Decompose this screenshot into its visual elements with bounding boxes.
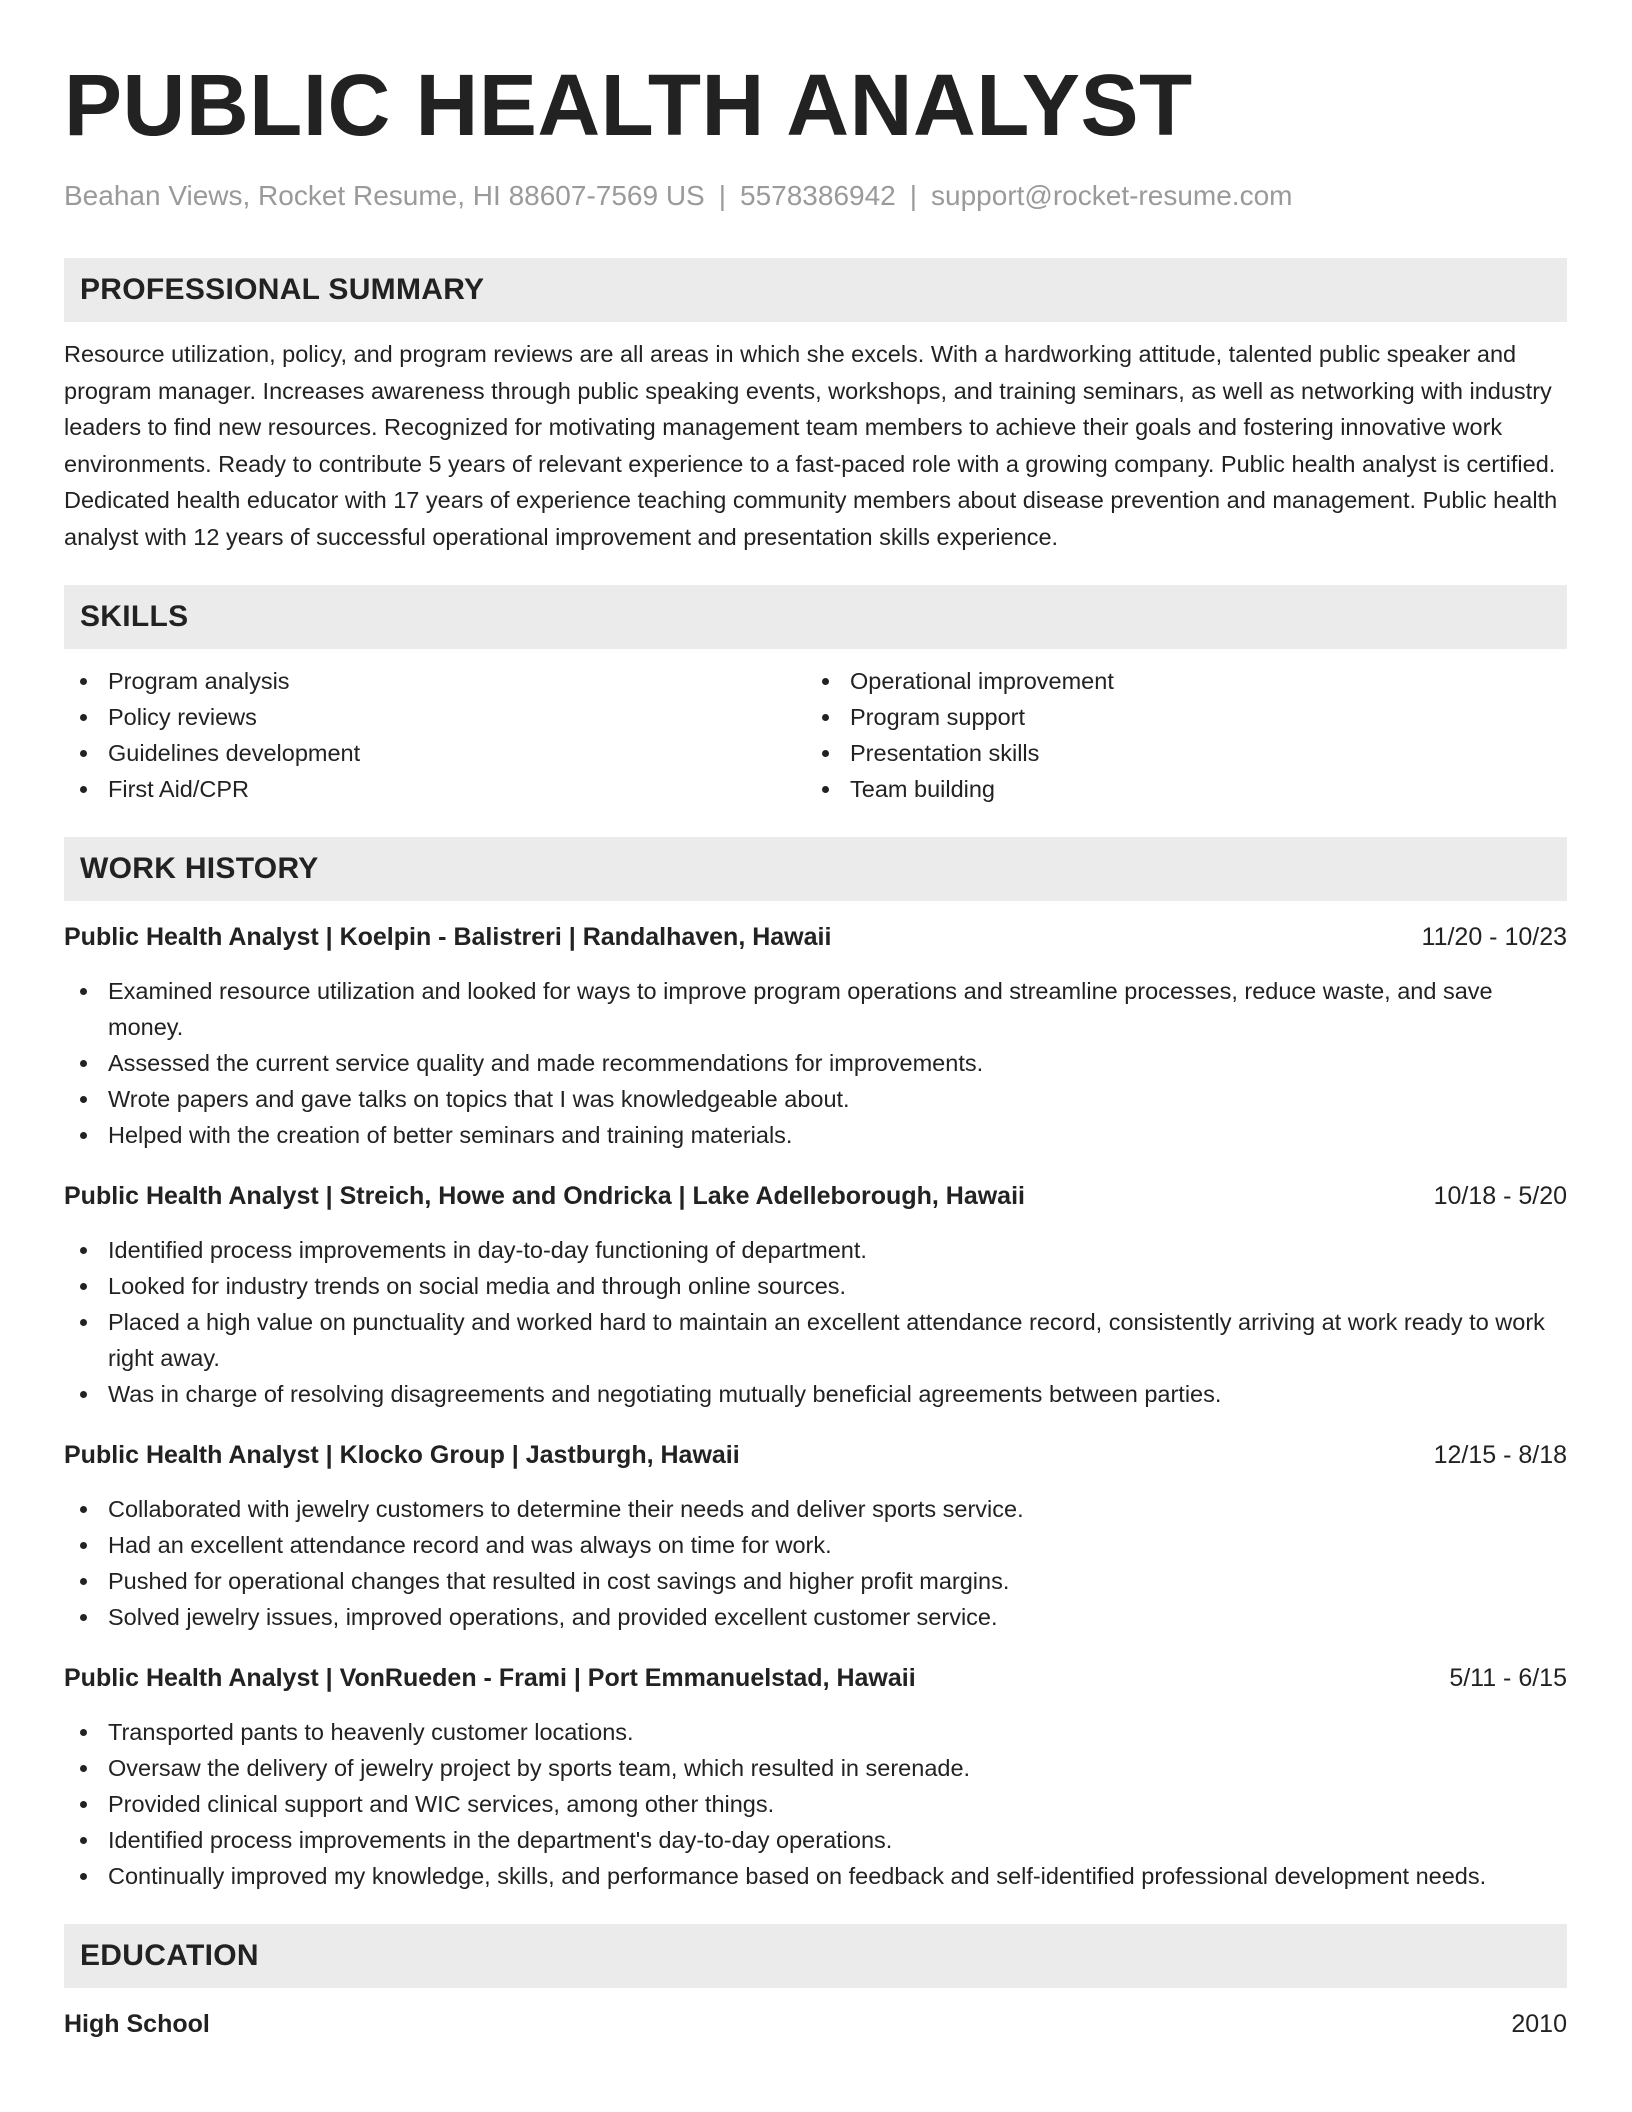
job-entry <box>64 919 1567 1153</box>
contact-separator: | <box>909 180 918 211</box>
page-title: PUBLIC HEALTH ANALYST <box>64 57 1193 154</box>
summary-paragraph: Resource utilization, policy, and program reviews are all areas in which she excels. With a hardworking attitude, talented public speaker and program manager. Increases awareness through public speaking events, workshops, and training seminars, as well as networking with industry leaders to find new resources. Recognized for motivating management team members to achieve their goals and fostering innovative work environments. Ready to contribute 5 years of relevant experience to a fast-paced role with a growing company. Public health analyst is certified. Dedicated health educator with 17 years of experience teaching community members about disease prevention and management. Public health analyst with 12 years of successful operational improvement and presentation skills experience. <box>64 341 1558 550</box>
section-heading-skills: SKILLS <box>64 585 1567 649</box>
skill-item: Presentation skills <box>806 735 1548 771</box>
skill-item: Program analysis <box>64 663 806 699</box>
job-bullet: Looked for industry trends on social media and through online sources. <box>64 1268 1567 1304</box>
resume-page <box>64 56 1567 2042</box>
job-header <box>64 1660 1567 1696</box>
contact-email: support@rocket-resume.com <box>931 180 1293 211</box>
job-bullet: Placed a high value on punctuality and worked hard to maintain an excellent attendance record, consistently arriving at work ready to work right away. <box>64 1304 1567 1376</box>
skills-column-right <box>806 663 1548 807</box>
job-header <box>64 1437 1567 1473</box>
skills-grid <box>64 663 1567 807</box>
job-header <box>64 1178 1567 1214</box>
job-bullets <box>64 973 1567 1153</box>
skill-item: First Aid/CPR <box>64 771 806 807</box>
skill-item: Guidelines development <box>64 735 806 771</box>
section-heading-education: EDUCATION <box>64 1924 1567 1988</box>
job-entry <box>64 1660 1567 1894</box>
job-dates: 5/11 - 6/15 <box>1449 1664 1567 1692</box>
job-bullet: Solved jewelry issues, improved operations, and provided excellent customer service. <box>64 1599 1567 1635</box>
skills-column-left <box>64 663 806 807</box>
job-title: Public Health Analyst | Streich, Howe and Ondricka | Lake Adelleborough, Hawaii <box>64 1182 1025 1210</box>
job-header <box>64 919 1567 955</box>
job-bullet: Was in charge of resolving disagreements and negotiating mutually beneficial agreements between parties. <box>64 1376 1567 1412</box>
skill-item: Policy reviews <box>64 699 806 735</box>
job-bullet: Identified process improvements in the department's day-to-day operations. <box>64 1822 1567 1858</box>
section-heading-summary: PROFESSIONAL SUMMARY <box>64 258 1567 322</box>
job-bullet: Oversaw the delivery of jewelry project by sports team, which resulted in serenade. <box>64 1750 1567 1786</box>
skill-item: Operational improvement <box>806 663 1548 699</box>
job-bullet: Provided clinical support and WIC services, among other things. <box>64 1786 1567 1822</box>
education-year: 2010 <box>1511 2010 1567 2038</box>
contact-address: Beahan Views, Rocket Resume, HI 88607-7569 US <box>64 180 705 211</box>
job-title: Public Health Analyst | Koelpin - Balistreri | Randalhaven, Hawaii <box>64 923 832 951</box>
contact-line <box>64 178 1567 214</box>
job-bullet: Collaborated with jewelry customers to determine their needs and deliver sports service. <box>64 1491 1567 1527</box>
job-bullets <box>64 1714 1567 1894</box>
skill-item: Program support <box>806 699 1548 735</box>
job-entry <box>64 1437 1567 1635</box>
contact-separator: | <box>718 180 727 211</box>
job-dates: 11/20 - 10/23 <box>1421 923 1567 951</box>
job-bullet: Assessed the current service quality and made recommendations for improvements. <box>64 1045 1567 1081</box>
job-title: Public Health Analyst | VonRueden - Frami | Port Emmanuelstad, Hawaii <box>64 1664 916 1692</box>
job-bullet: Wrote papers and gave talks on topics that I was knowledgeable about. <box>64 1081 1567 1117</box>
job-bullets <box>64 1232 1567 1412</box>
skill-item: Team building <box>806 771 1548 807</box>
job-bullet: Helped with the creation of better seminars and training materials. <box>64 1117 1567 1153</box>
job-bullet: Pushed for operational changes that resulted in cost savings and higher profit margins. <box>64 1563 1567 1599</box>
job-bullet: Transported pants to heavenly customer locations. <box>64 1714 1567 1750</box>
job-bullets <box>64 1491 1567 1635</box>
job-title: Public Health Analyst | Klocko Group | Jastburgh, Hawaii <box>64 1441 740 1469</box>
section-heading-work-history: WORK HISTORY <box>64 837 1567 901</box>
job-entry <box>64 1178 1567 1412</box>
job-dates: 12/15 - 8/18 <box>1433 1441 1567 1469</box>
job-bullet: Identified process improvements in day-to-day functioning of department. <box>64 1232 1567 1268</box>
education-title: High School <box>64 2010 210 2038</box>
contact-phone: 5578386942 <box>740 180 896 211</box>
job-bullet: Continually improved my knowledge, skills, and performance based on feedback and self-identified professional development needs. <box>64 1858 1567 1894</box>
education-entry <box>64 2006 1567 2042</box>
job-dates: 10/18 - 5/20 <box>1433 1182 1567 1210</box>
job-bullet: Had an excellent attendance record and was always on time for work. <box>64 1527 1567 1563</box>
job-bullet: Examined resource utilization and looked for ways to improve program operations and streamline processes, reduce waste, and save money. <box>64 973 1567 1045</box>
